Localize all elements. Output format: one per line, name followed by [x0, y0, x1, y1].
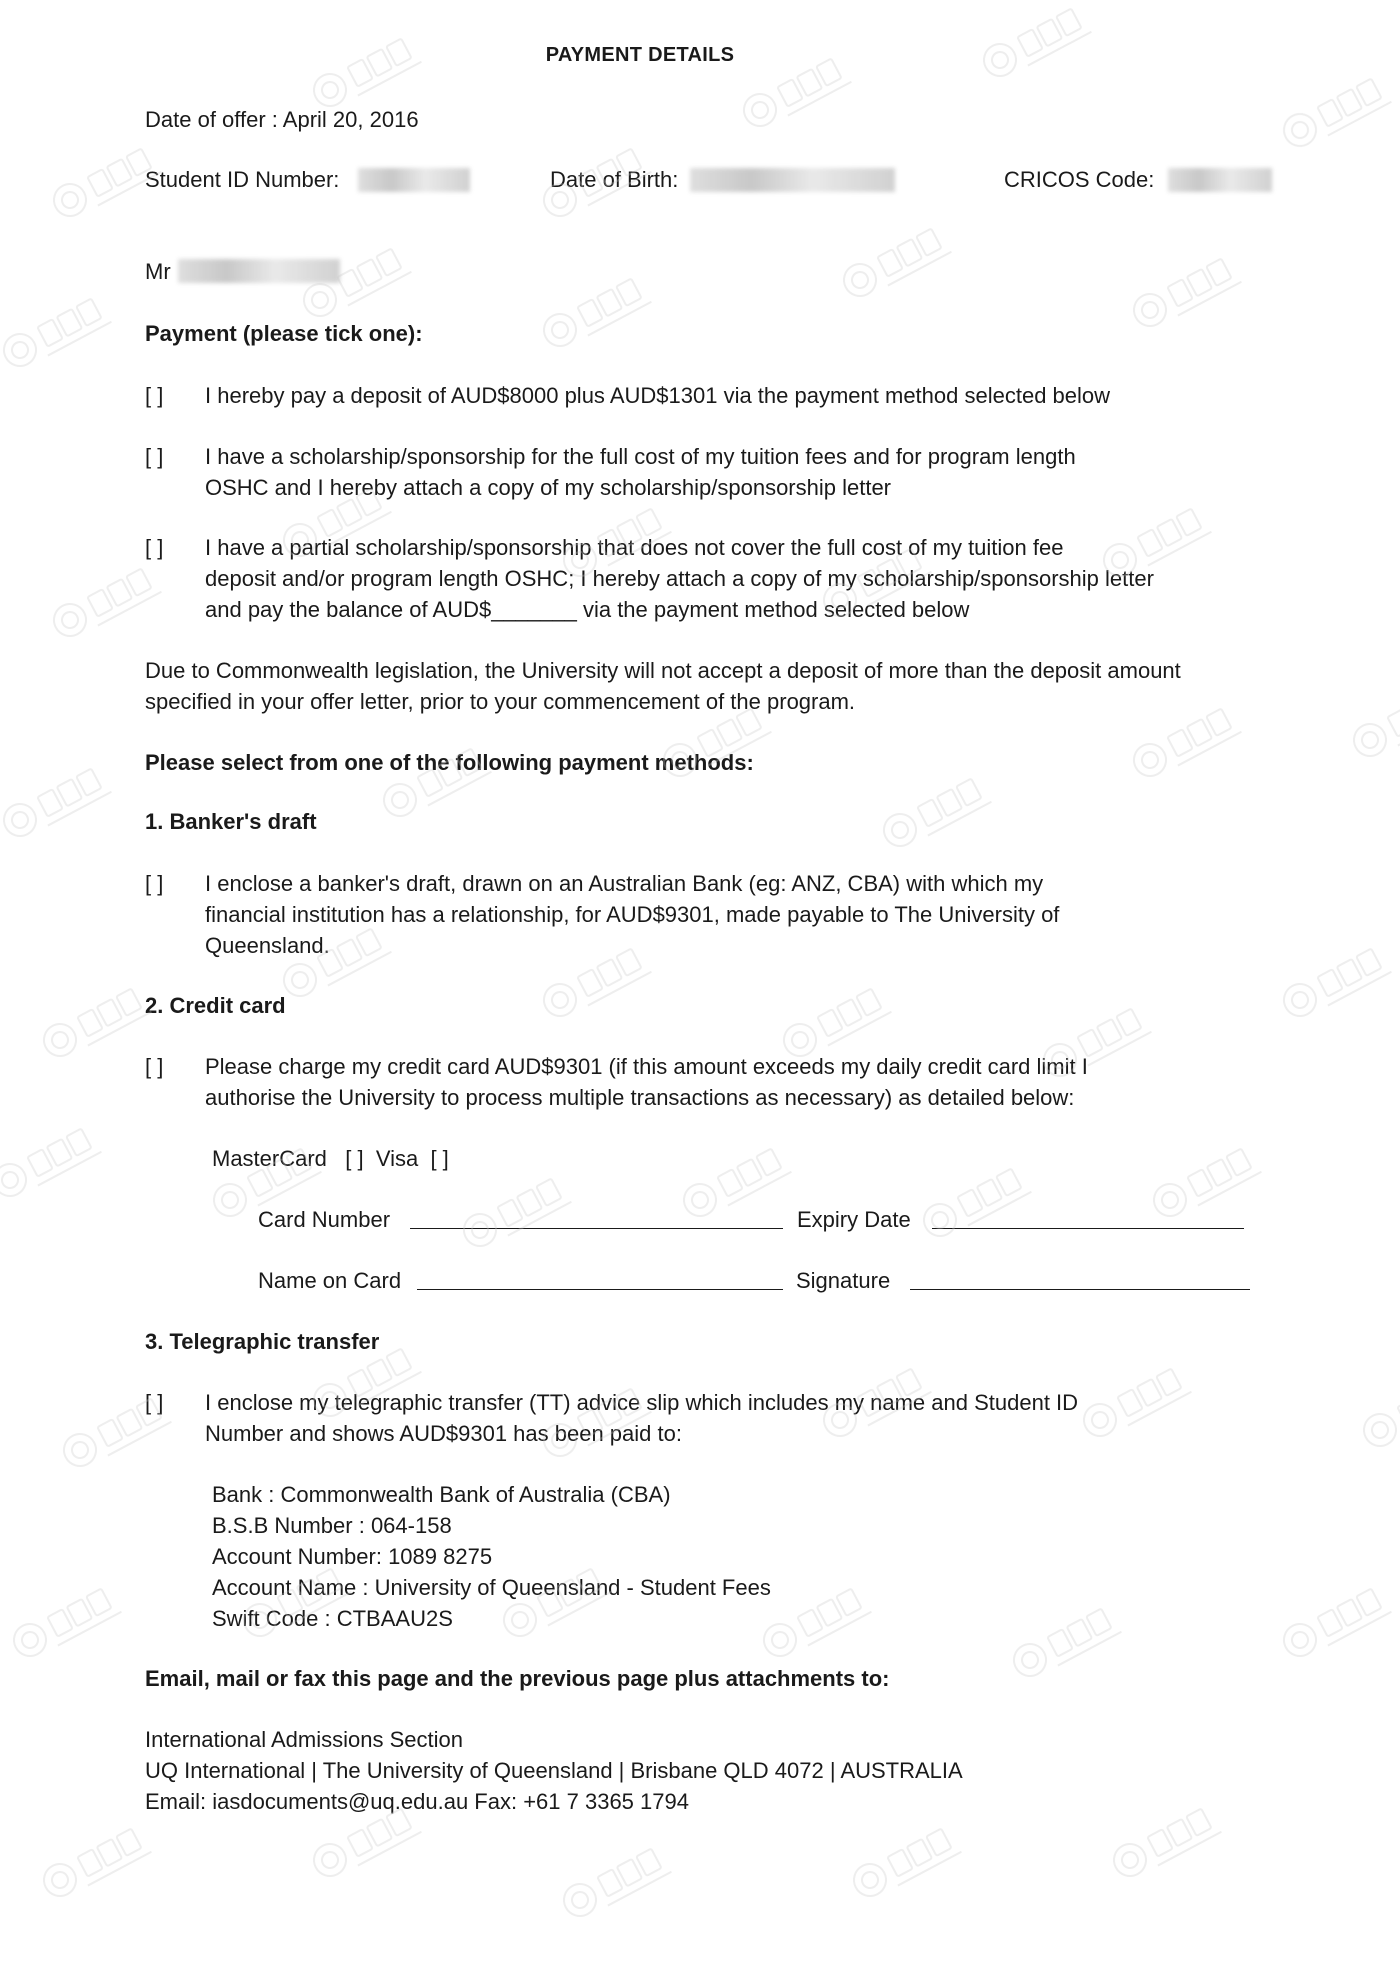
card-number-label: Card Number [258, 1207, 391, 1232]
credit-card-text: Please charge my credit card AUD$9301 (if this amount exceeds my daily credit card limit I authorise the University to process multiple transactions as necessary) as detailed below: [205, 1054, 1088, 1110]
swift-code: Swift Code : CTBAAU2S [212, 1606, 453, 1631]
expiry-date-label: Expiry Date [797, 1207, 911, 1232]
payment-heading: Payment (please tick one): [145, 321, 423, 346]
name-on-card-label: Name on Card [258, 1268, 402, 1293]
full-scholarship-option-text: I have a scholarship/sponsorship for the full cost of my tuition fees and for program length OSHC and I hereby attach a copy of my scholarship/sponsorship letter [205, 444, 1076, 500]
deposit-option-text: I hereby pay a deposit of AUD$8000 plus AUD$1301 via the payment method selected below [205, 383, 1111, 408]
contact-heading: Email, mail or fax this page and the previous page plus attachments to: [145, 1666, 890, 1691]
name-redacted [178, 259, 340, 283]
bankers-draft-checkbox[interactable]: [ ] [145, 871, 164, 896]
telegraphic-transfer-checkbox[interactable]: [ ] [145, 1390, 164, 1415]
expiry-date-field[interactable] [932, 1208, 1244, 1229]
contact-email-fax: Email: iasdocuments@uq.edu.au Fax: +61 7 3365 1794 [145, 1789, 689, 1814]
date-of-birth-label: Date of Birth: [550, 167, 679, 192]
contact-section: International Admissions Section [145, 1727, 463, 1752]
deposit-option-checkbox[interactable]: [ ] [145, 383, 164, 408]
salutation: Mr [145, 259, 171, 284]
partial-scholarship-option-checkbox[interactable]: [ ] [145, 535, 164, 560]
bank-name: Bank : Commonwealth Bank of Australia (CBA) [212, 1482, 671, 1507]
account-number: Account Number: 1089 8275 [212, 1544, 493, 1569]
date-of-offer: Date of offer : April 20, 2016 [145, 107, 419, 132]
telegraphic-transfer-text: I enclose my telegraphic transfer (TT) advice slip which includes my name and Student ID Number and shows AUD$9301 has been paid to: [205, 1390, 1079, 1446]
credit-card-checkbox[interactable]: [ ] [145, 1054, 164, 1079]
bankers-draft-text: I enclose a banker's draft, drawn on an Australian Bank (eg: ANZ, CBA) with which my financial institution has a relationship, for AUD$9301, made payable to The University of Queensland. [205, 871, 1060, 958]
date-of-birth-redacted [690, 168, 895, 192]
bsb-number: B.S.B Number : 064-158 [212, 1513, 452, 1538]
student-id-label: Student ID Number: [145, 167, 340, 192]
telegraphic-transfer-heading: 3. Telegraphic transfer [145, 1329, 380, 1354]
card-type-options[interactable]: MasterCard [ ] Visa [ ] [212, 1146, 449, 1171]
contact-details [145, 1724, 963, 1817]
cricos-code-label: CRICOS Code: [1004, 167, 1155, 192]
legislation-notice: Due to Commonwealth legislation, the University will not accept a deposit of more than the deposit amount specified in your offer letter, prior to your commencement of the program. [145, 658, 1181, 714]
bank-details [212, 1479, 771, 1634]
bankers-draft-heading: 1. Banker's draft [145, 809, 317, 834]
partial-scholarship-option-text: I have a partial scholarship/sponsorship that does not cover the full cost of my tuition fee deposit and/or program length OSHC; I hereby attach a copy of my scholarship/sponsorship letter and pay the balance of AUD$_______ via the payment method selected below [205, 535, 1154, 622]
card-number-field[interactable] [410, 1208, 783, 1229]
credit-card-heading: 2. Credit card [145, 993, 286, 1018]
account-name: Account Name : University of Queensland - Student Fees [212, 1575, 771, 1600]
full-scholarship-option-checkbox[interactable]: [ ] [145, 444, 164, 469]
cricos-code-redacted [1168, 168, 1272, 192]
signature-label: Signature [796, 1268, 891, 1293]
name-on-card-field[interactable] [417, 1269, 783, 1290]
payment-methods-heading: Please select from one of the following payment methods: [145, 750, 754, 775]
page-title: PAYMENT DETAILS [545, 44, 735, 66]
contact-address: UQ International | The University of Queensland | Brisbane QLD 4072 | AUSTRALIA [145, 1758, 963, 1783]
student-id-redacted [358, 168, 470, 192]
signature-field[interactable] [910, 1269, 1250, 1290]
